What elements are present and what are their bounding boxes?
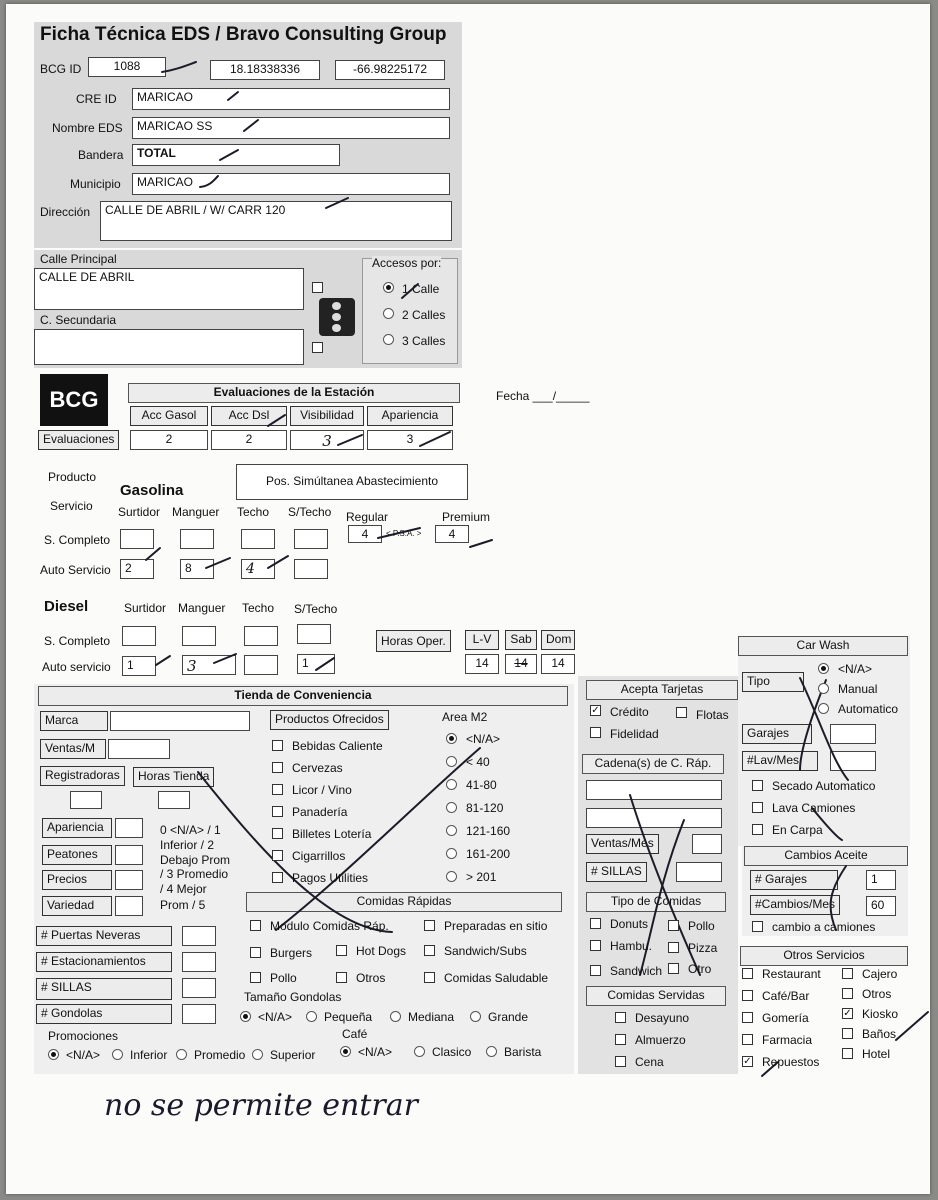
gas-col-techo: Techo — [237, 505, 270, 519]
registradoras-button[interactable]: Registradoras — [40, 766, 125, 786]
promo-2-label: Promedio — [194, 1048, 246, 1062]
area-6-label: > 201 — [466, 870, 497, 884]
dsl-col-techo: Techo — [242, 601, 275, 615]
credito-label: Crédito — [610, 705, 649, 719]
ventas-m-field[interactable] — [108, 739, 170, 759]
eval-col-acc-dsl: Acc Dsl — [211, 406, 287, 426]
comida-6-checkbox[interactable] — [336, 972, 347, 983]
gondola-2-radio[interactable] — [390, 1011, 401, 1022]
gas-col-stecho: S/Techo — [288, 505, 332, 519]
comida-3-checkbox[interactable] — [336, 945, 347, 956]
tipo-comida-2-checkbox[interactable] — [590, 940, 601, 951]
gas-as-techo[interactable]: 4 — [241, 559, 275, 579]
scale-3: / 3 Promedio — [160, 867, 229, 881]
horas-oper-button[interactable]: Horas Oper. — [376, 630, 451, 652]
variedad-button[interactable]: Variedad — [42, 896, 112, 916]
municipio-field[interactable]: MARICAO — [132, 173, 450, 195]
horas-tienda-button[interactable]: Horas Tienda — [133, 767, 214, 787]
area-1-radio[interactable] — [446, 756, 457, 767]
otro-right-0-checkbox[interactable] — [842, 968, 853, 979]
bcg-id-label: BCG ID — [40, 62, 82, 76]
otro-left-0-label: Restaurant — [762, 967, 821, 981]
camiones-label: cambio a camiones — [772, 920, 876, 934]
gasolina-title: Gasolina — [120, 482, 184, 499]
evaluaciones-title: Evaluaciones de la Estación — [128, 383, 460, 403]
gas-col-manguer: Manguer — [172, 505, 220, 519]
dsl-as-stecho[interactable]: 1 — [297, 654, 335, 674]
horas-tienda-field[interactable] — [158, 791, 190, 809]
aceite-garajes-field[interactable]: 1 — [866, 870, 896, 890]
comida-2-checkbox[interactable] — [250, 947, 261, 958]
tipo-comida-0-checkbox[interactable] — [590, 918, 601, 929]
carwash-extra-0-checkbox[interactable] — [752, 780, 763, 791]
producto-4-label: Billetes Lotería — [292, 827, 372, 841]
producto-5-label: Cigarrillos — [292, 849, 346, 863]
accesos-1-radio[interactable] — [383, 282, 394, 293]
puertas-neveras-button[interactable]: # Puertas Neveras — [36, 926, 172, 946]
dsl-col-surtidor: Surtidor — [124, 601, 167, 615]
carwash-title: Car Wash — [738, 636, 908, 656]
accesos-3-label: 3 Calles — [402, 334, 446, 348]
carwash-garajes-button[interactable]: Garajes — [742, 724, 812, 744]
carwash-opt-1-radio[interactable] — [818, 683, 829, 694]
comida-1-checkbox[interactable] — [424, 920, 435, 931]
fidelidad-label: Fidelidad — [610, 727, 659, 741]
servida-2-label: Cena — [635, 1055, 664, 1069]
promo-2-radio[interactable] — [176, 1049, 187, 1060]
regular-field[interactable]: 4 — [348, 525, 382, 543]
dsl-col-manguer: Manguer — [178, 601, 226, 615]
horas-col-sab: Sab — [505, 630, 537, 650]
horas-lv-field[interactable]: 14 — [465, 654, 499, 674]
cafe-1-label: Clasico — [432, 1045, 472, 1059]
ventas-mes-field[interactable] — [692, 834, 722, 854]
area-2-label: 41-80 — [466, 778, 497, 792]
otros-servicios-title: Otros Servicios — [740, 946, 908, 966]
regular-label: Regular — [346, 510, 389, 524]
area-3-radio[interactable] — [446, 802, 457, 813]
producto-1-checkbox[interactable] — [272, 762, 283, 773]
lav-mes-field[interactable] — [830, 751, 876, 771]
gondola-1-label: Pequeña — [324, 1010, 373, 1024]
aceite-garajes-button[interactable]: # Garajes — [750, 870, 838, 890]
cafe-0-radio[interactable] — [340, 1046, 351, 1057]
otro-left-4-checkbox[interactable]: ✓ — [743, 1056, 752, 1067]
promo-3-radio[interactable] — [252, 1049, 263, 1060]
tipo-comida-2-label: Hambu. — [610, 939, 653, 953]
bandera-field[interactable]: TOTAL — [132, 144, 340, 166]
nombre-label: Nombre EDS — [52, 121, 123, 135]
tamano-gondolas-label: Tamaño Gondolas — [244, 990, 342, 1004]
area-m2-label: Area M2 — [442, 710, 488, 724]
diesel-title: Diesel — [44, 598, 89, 615]
producto-label: Producto — [48, 470, 97, 484]
producto-5-checkbox[interactable] — [272, 850, 283, 861]
producto-2-checkbox[interactable] — [272, 784, 283, 795]
comidas-rapidas-title: Comidas Rápidas — [246, 892, 562, 912]
scale-1: Inferior / 2 — [160, 838, 215, 852]
comida-5-label: Pollo — [270, 971, 297, 985]
dsl-as-surtidor[interactable]: 1 — [122, 656, 156, 676]
carwash-opt-2-label: Automatico — [838, 702, 899, 716]
area-5-radio[interactable] — [446, 848, 457, 859]
producto-0-checkbox[interactable] — [272, 740, 283, 751]
otro-right-4-label: Hotel — [862, 1047, 891, 1061]
nombre-field[interactable]: MARICAO SS — [132, 117, 450, 139]
comida-1-label: Preparadas en sitio — [444, 919, 548, 933]
flotas-checkbox[interactable] — [676, 707, 687, 718]
municipio-label: Municipio — [70, 177, 121, 191]
otro-left-2-label: Gomería — [762, 1011, 809, 1025]
servida-0-checkbox[interactable] — [615, 1012, 626, 1023]
accesos-3-radio[interactable] — [383, 334, 394, 345]
carwash-opt-0-label: <N/A> — [838, 662, 873, 676]
precios-button[interactable]: Precios — [42, 870, 112, 890]
bandera-label: Bandera — [78, 148, 124, 162]
cadena-field-1[interactable] — [586, 780, 722, 800]
tienda-title: Tienda de Conveniencia — [38, 686, 568, 706]
peatones-field[interactable] — [115, 845, 143, 865]
cre-id-field[interactable]: MARICAO — [132, 88, 450, 110]
ventas-mes-button[interactable]: Ventas/Mes — [586, 834, 659, 854]
calle-secundaria-field[interactable] — [34, 329, 304, 365]
peatones-button[interactable]: Peatones — [42, 845, 112, 865]
otro-right-3-checkbox[interactable] — [842, 1028, 853, 1039]
accesos-2-radio[interactable] — [383, 308, 394, 319]
tipo-comida-1-checkbox[interactable] — [668, 920, 679, 931]
gas-as-stecho[interactable] — [294, 559, 328, 579]
otro-right-0-label: Cajero — [862, 967, 898, 981]
tipo-comida-5-checkbox[interactable] — [668, 963, 679, 974]
otro-left-1-checkbox[interactable] — [742, 990, 753, 1001]
comida-2-label: Burgers — [270, 946, 313, 960]
comida-3-label: Hot Dogs — [356, 944, 407, 958]
otro-right-2-label: Kiosko — [862, 1007, 899, 1021]
tipo-comida-1-label: Pollo — [688, 919, 715, 933]
cafe-label: Café — [342, 1027, 368, 1041]
tarjetas-title: Acepta Tarjetas — [586, 680, 738, 700]
carwash-extra-1-label: Lava Camiones — [772, 801, 856, 815]
comida-4-checkbox[interactable] — [424, 945, 435, 956]
premium-field[interactable]: 4 — [435, 525, 469, 543]
gas-sc-stecho[interactable] — [294, 529, 328, 549]
promo-3-label: Superior — [270, 1048, 316, 1062]
servicio-label: Servicio — [50, 499, 93, 513]
scale-4: / 4 Mejor — [160, 882, 207, 896]
accesos-1-label: 1 Calle — [402, 282, 440, 296]
productos-ofrecidos-button[interactable]: Productos Ofrecidos — [270, 710, 389, 730]
comida-0-checkbox[interactable] — [250, 920, 261, 931]
cafe-1-radio[interactable] — [414, 1046, 425, 1057]
eval-value-acc-gasol[interactable]: 2 — [130, 430, 208, 450]
otro-right-1-label: Otros — [862, 987, 892, 1001]
producto-6-checkbox[interactable] — [272, 872, 283, 883]
comida-4-label: Sandwich/Subs — [444, 944, 527, 958]
calle-principal-checkbox[interactable] — [312, 282, 323, 293]
dsl-as-techo[interactable] — [244, 655, 278, 675]
dsl-sc-stecho[interactable] — [297, 624, 331, 644]
calle-secundaria-label: C. Secundaria — [40, 313, 117, 327]
direccion-label: Dirección — [40, 205, 91, 219]
premium-label: Premium — [442, 510, 491, 524]
gondola-3-radio[interactable] — [470, 1011, 481, 1022]
cafe-2-radio[interactable] — [486, 1046, 497, 1057]
scale-0: 0 <N/A> / 1 — [160, 823, 221, 837]
calle-principal-field[interactable]: CALLE DE ABRIL — [34, 268, 304, 310]
servida-1-checkbox[interactable] — [615, 1034, 626, 1045]
gas-col-surtidor: Surtidor — [118, 505, 161, 519]
gas-row-s-completo: S. Completo — [44, 533, 111, 547]
accesos-label: Accesos por: — [372, 256, 442, 270]
otro-right-2-checkbox[interactable]: ✓ — [843, 1008, 852, 1019]
variedad-field[interactable] — [115, 896, 143, 916]
dsl-as-manguer[interactable]: 3 — [182, 655, 236, 675]
ventas-m-button[interactable]: Ventas/M — [40, 739, 106, 759]
otro-left-0-checkbox[interactable] — [742, 968, 753, 979]
promo-0-radio[interactable] — [48, 1049, 59, 1060]
scale-5: Prom / 5 — [160, 898, 206, 912]
servida-0-label: Desayuno — [635, 1011, 690, 1025]
sillas-field[interactable] — [182, 978, 216, 998]
apariencia-field[interactable] — [115, 818, 143, 838]
cafe-0-label: <N/A> — [358, 1045, 393, 1059]
dsl-sc-techo[interactable] — [244, 626, 278, 646]
tipo-comida-5-label: Otro — [688, 962, 712, 976]
gas-sc-surtidor[interactable] — [120, 529, 154, 549]
producto-6-label: Pagos Utilities — [292, 871, 369, 885]
dsl-row-auto: Auto servicio — [42, 660, 111, 674]
producto-4-checkbox[interactable] — [272, 828, 283, 839]
tipo-comida-3-checkbox[interactable] — [668, 942, 679, 953]
aceite-title: Cambios Aceite — [744, 846, 908, 866]
tipo-comida-4-checkbox[interactable] — [590, 965, 601, 976]
fecha-field[interactable]: Fecha ___/_____ — [496, 389, 590, 403]
producto-0-label: Bebidas Caliente — [292, 739, 383, 753]
longitude-field[interactable]: -66.98225172 — [335, 60, 445, 80]
puertas-neveras-field[interactable] — [182, 926, 216, 946]
producto-1-label: Cervezas — [292, 761, 343, 775]
horas-col-dom: Dom — [541, 630, 575, 650]
area-6-radio[interactable] — [446, 871, 457, 882]
otro-left-3-label: Farmacia — [762, 1033, 813, 1047]
promociones-label: Promociones — [48, 1029, 119, 1043]
area-5-label: 161-200 — [466, 847, 511, 861]
carwash-extra-0-label: Secado Automatico — [772, 779, 876, 793]
area-4-radio[interactable] — [446, 825, 457, 836]
cafe-2-label: Barista — [504, 1045, 542, 1059]
horas-col-lv: L-V — [465, 630, 499, 650]
handwritten-note: no se permite entrar — [104, 1088, 418, 1123]
credito-checkbox[interactable]: ✓ — [591, 705, 600, 716]
dsl-row-s-completo: S. Completo — [44, 634, 111, 648]
tipo-comida-3-label: Pizza — [688, 941, 718, 955]
area-0-label: <N/A> — [466, 732, 501, 746]
area-4-label: 121-160 — [466, 824, 511, 838]
marca-field[interactable] — [110, 711, 250, 731]
area-2-radio[interactable] — [446, 779, 457, 790]
carwash-garajes-field[interactable] — [830, 724, 876, 744]
horas-sab-field[interactable]: 14 — [505, 654, 537, 674]
accesos-2-label: 2 Calles — [402, 308, 446, 322]
gondola-1-radio[interactable] — [306, 1011, 317, 1022]
comida-6-label: Otros — [356, 971, 386, 985]
horas-dom-field[interactable]: 14 — [541, 654, 575, 674]
comida-7-label: Comidas Saludable — [444, 971, 549, 985]
estacionamientos-button[interactable]: # Estacionamientos — [36, 952, 172, 972]
servida-2-checkbox[interactable] — [615, 1056, 626, 1067]
carwash-extra-1-checkbox[interactable] — [752, 802, 763, 813]
servida-1-label: Almuerzo — [635, 1033, 686, 1047]
fidelidad-checkbox[interactable] — [590, 727, 601, 738]
carwash-opt-2-radio[interactable] — [818, 703, 829, 714]
sillas-button[interactable]: # SILLAS — [36, 978, 172, 1000]
cambios-mes-field[interactable]: 60 — [866, 896, 896, 916]
promo-1-radio[interactable] — [112, 1049, 123, 1060]
eval-value-acc-dsl[interactable]: 2 — [211, 430, 287, 450]
promo-0-label: <N/A> — [66, 1048, 101, 1062]
producto-3-checkbox[interactable] — [272, 806, 283, 817]
dsl-col-stecho: S/Techo — [294, 602, 338, 616]
dsl-sc-manguer[interactable] — [182, 626, 216, 646]
registradoras-field[interactable] — [70, 791, 102, 809]
otro-left-3-checkbox[interactable] — [742, 1034, 753, 1045]
promo-1-label: Inferior — [130, 1048, 168, 1062]
psa-small-label: < P.S.A. > — [386, 529, 422, 538]
producto-3-label: Panadería — [292, 805, 348, 819]
otro-right-4-checkbox[interactable] — [842, 1048, 853, 1059]
tipo-comida-0-label: Donuts — [610, 917, 649, 931]
otro-right-3-label: Baños — [862, 1027, 897, 1041]
dsl-sc-surtidor[interactable] — [122, 626, 156, 646]
area-1-label: < 40 — [466, 755, 490, 769]
cre-id-label: CRE ID — [76, 92, 117, 106]
comidas-servidas-title: Comidas Servidas — [586, 986, 726, 1006]
sillas-cadena-button[interactable]: # SILLAS — [586, 862, 647, 882]
cadena-field-2[interactable] — [586, 808, 722, 828]
precios-field[interactable] — [115, 870, 143, 890]
gas-as-surtidor[interactable]: 2 — [120, 559, 154, 579]
camiones-checkbox[interactable] — [752, 921, 763, 932]
eval-col-acc-gasol: Acc Gasol — [130, 406, 208, 426]
gondola-0-label: <N/A> — [258, 1010, 293, 1024]
evaluaciones-button[interactable]: Evaluaciones — [38, 430, 119, 450]
eval-value-visibilidad[interactable]: 3 — [290, 430, 364, 450]
tipo-comida-4-label: Sandwich — [610, 964, 663, 978]
cambios-mes-button[interactable]: #Cambios/Mes — [750, 895, 840, 915]
apariencia-button[interactable]: Apariencia — [42, 818, 112, 838]
calle-secundaria-checkbox[interactable] — [312, 342, 323, 353]
bcg-id-field[interactable]: 1088 — [88, 57, 166, 77]
eval-col-apariencia: Apariencia — [367, 406, 453, 426]
flotas-label: Flotas — [696, 708, 729, 722]
gondola-3-label: Grande — [488, 1010, 529, 1024]
carwash-opt-0-radio[interactable] — [818, 663, 829, 674]
area-3-label: 81-120 — [466, 801, 504, 815]
comida-5-checkbox[interactable] — [250, 972, 261, 983]
bcg-logo: BCG — [40, 374, 108, 426]
otro-left-2-checkbox[interactable] — [742, 1012, 753, 1023]
direccion-field[interactable]: CALLE DE ABRIL / W/ CARR 120 — [100, 201, 452, 241]
carwash-tipo-button[interactable]: Tipo — [742, 672, 804, 692]
gas-sc-manguer[interactable] — [180, 529, 214, 549]
otro-left-4-label: Repuestos — [762, 1055, 820, 1069]
calle-principal-label: Calle Principal — [40, 252, 117, 266]
marca-button[interactable]: Marca — [40, 711, 108, 731]
comida-7-checkbox[interactable] — [424, 972, 435, 983]
page-title: Ficha Técnica EDS / Bravo Consulting Group — [40, 24, 447, 45]
carwash-extra-2-checkbox[interactable] — [752, 824, 763, 835]
eval-col-visibilidad: Visibilidad — [290, 406, 364, 426]
estacionamientos-field[interactable] — [182, 952, 216, 972]
psa-box: Pos. Simúltanea Abastecimiento — [236, 464, 468, 500]
latitude-field[interactable]: 18.18338336 — [210, 60, 320, 80]
gondola-0-radio[interactable] — [240, 1011, 251, 1022]
gondola-2-label: Mediana — [408, 1010, 455, 1024]
producto-2-label: Licor / Vino — [292, 783, 352, 797]
gondolas-field[interactable] — [182, 1004, 216, 1024]
tipo-comidas-title: Tipo de Comidas — [586, 892, 726, 912]
gondolas-button[interactable]: # Gondolas — [36, 1004, 172, 1024]
carwash-opt-1-label: Manual — [838, 682, 878, 696]
gas-sc-techo[interactable] — [241, 529, 275, 549]
scale-2: Debajo Prom — [160, 853, 231, 867]
gas-as-manguer[interactable]: 8 — [180, 559, 214, 579]
lav-mes-button[interactable]: #Lav/Mes — [742, 751, 818, 771]
eval-value-apariencia[interactable]: 3 — [367, 430, 453, 450]
carwash-extra-2-label: En Carpa — [772, 823, 823, 837]
area-0-radio[interactable] — [446, 733, 457, 744]
otro-right-1-checkbox[interactable] — [842, 988, 853, 999]
gas-row-auto: Auto Servicio — [40, 563, 111, 577]
otro-left-1-label: Café/Bar — [762, 989, 810, 1003]
sillas-cadena-field[interactable] — [676, 862, 722, 882]
comida-0-label: Modulo Comidas Ráp. — [270, 919, 389, 933]
cadena-title: Cadena(s) de C. Ráp. — [582, 754, 724, 774]
traffic-light-icon — [319, 298, 355, 336]
